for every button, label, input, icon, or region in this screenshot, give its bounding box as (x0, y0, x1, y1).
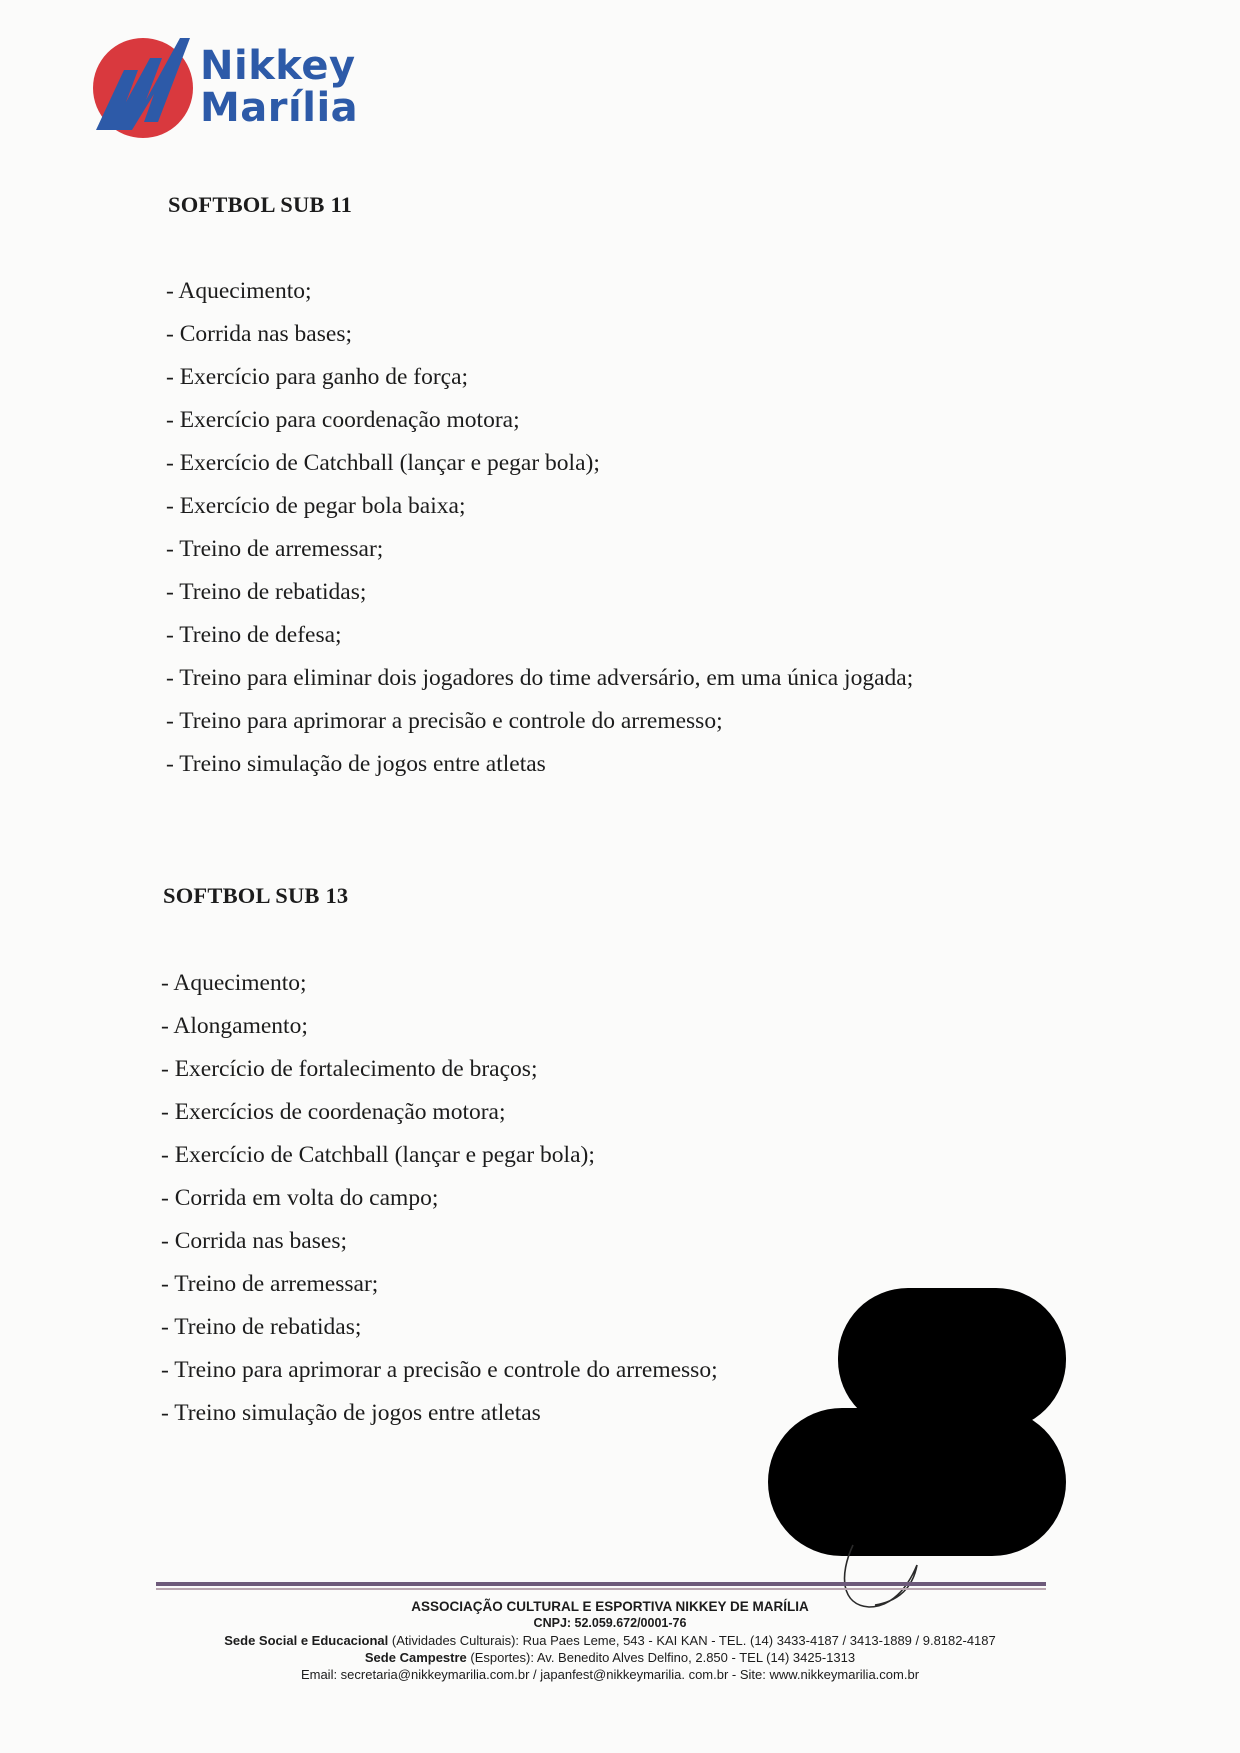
list-item: - Exercício de Catchball (lançar e pegar bola); (166, 450, 600, 476)
list-item: - Treino simulação de jogos entre atletas (166, 751, 546, 777)
section-title-sub11: SOFTBOL SUB 11 (168, 192, 353, 217)
footer-social-label: Sede Social e Educacional (224, 1633, 389, 1648)
list-item: - Treino de rebatidas; (161, 1314, 362, 1340)
list-item: - Treino para aprimorar a precisão e controle do arremesso; (166, 708, 723, 734)
list-item: - Treino para aprimorar a precisão e controle do arremesso; (161, 1357, 718, 1383)
list-item: - Treino de defesa; (166, 622, 342, 648)
footer-campestre-text: (Esportes): Av. Benedito Alves Delfino, 2.850 - TEL (14) 3425-1313 (466, 1650, 856, 1665)
footer-campestre-label: Sede Campestre (364, 1650, 467, 1665)
list-item: - Treino simulação de jogos entre atletas (161, 1400, 541, 1426)
footer-contact: Email: secretaria@nikkeymarilia.com.br / japanfest@nikkeymarilia. com.br - Site: www.nikkeymarilia.com.br (300, 1667, 920, 1682)
list-item: - Corrida nas bases; (166, 321, 352, 347)
list-item: - Treino de arremessar; (161, 1271, 379, 1297)
footer-social-text: (Atividades Culturais): Rua Paes Leme, 543 - KAI KAN - TEL. (14) 3433-4187 / 3413-1889 / 9.8182-4187 (388, 1633, 996, 1648)
list-item: - Treino para eliminar dois jogadores do time adversário, em uma única jogada; (166, 665, 914, 691)
nikkey-n-logo-icon (88, 30, 198, 142)
footer-cnpj: CNPJ: 52.059.672/0001-76 (533, 1616, 687, 1630)
list-item: - Exercício para ganho de força; (166, 364, 469, 390)
footer-social-address (150, 1632, 1070, 1649)
footer (150, 1598, 1070, 1683)
footer-divider-secondary (156, 1588, 1046, 1590)
footer-organization: ASSOCIAÇÃO CULTURAL E ESPORTIVA NIKKEY DE MARÍLIA (411, 1599, 809, 1614)
list-item: - Exercício para coordenação motora; (166, 407, 520, 433)
list-item: - Treino de rebatidas; (166, 579, 367, 605)
footer-divider (156, 1582, 1046, 1586)
section-title-sub13: SOFTBOL SUB 13 (163, 883, 349, 908)
redaction-block-bottom (768, 1408, 1066, 1556)
logo-text-nikkey: Nikkey (200, 43, 356, 89)
list-item: - Treino de arremessar; (166, 536, 384, 562)
nikkey-marilia-logo (88, 30, 368, 150)
activity-list-sub11 (166, 270, 913, 786)
list-item: - Exercício de fortalecimento de braços; (161, 1056, 538, 1082)
logo-text-marilia: Marília (200, 85, 359, 131)
list-item: - Corrida nas bases; (161, 1228, 347, 1254)
list-item: - Corrida em volta do campo; (161, 1185, 439, 1211)
list-item: - Exercício de pegar bola baixa; (166, 493, 466, 519)
list-item: - Exercício de Catchball (lançar e pegar bola); (161, 1142, 595, 1168)
activity-list-sub13 (161, 962, 718, 1435)
footer-campestre-address (150, 1649, 1070, 1666)
list-item: - Aquecimento; (166, 278, 312, 304)
list-item: - Alongamento; (161, 1013, 308, 1039)
list-item: - Aquecimento; (161, 970, 307, 996)
list-item: - Exercícios de coordenação motora; (161, 1099, 506, 1125)
